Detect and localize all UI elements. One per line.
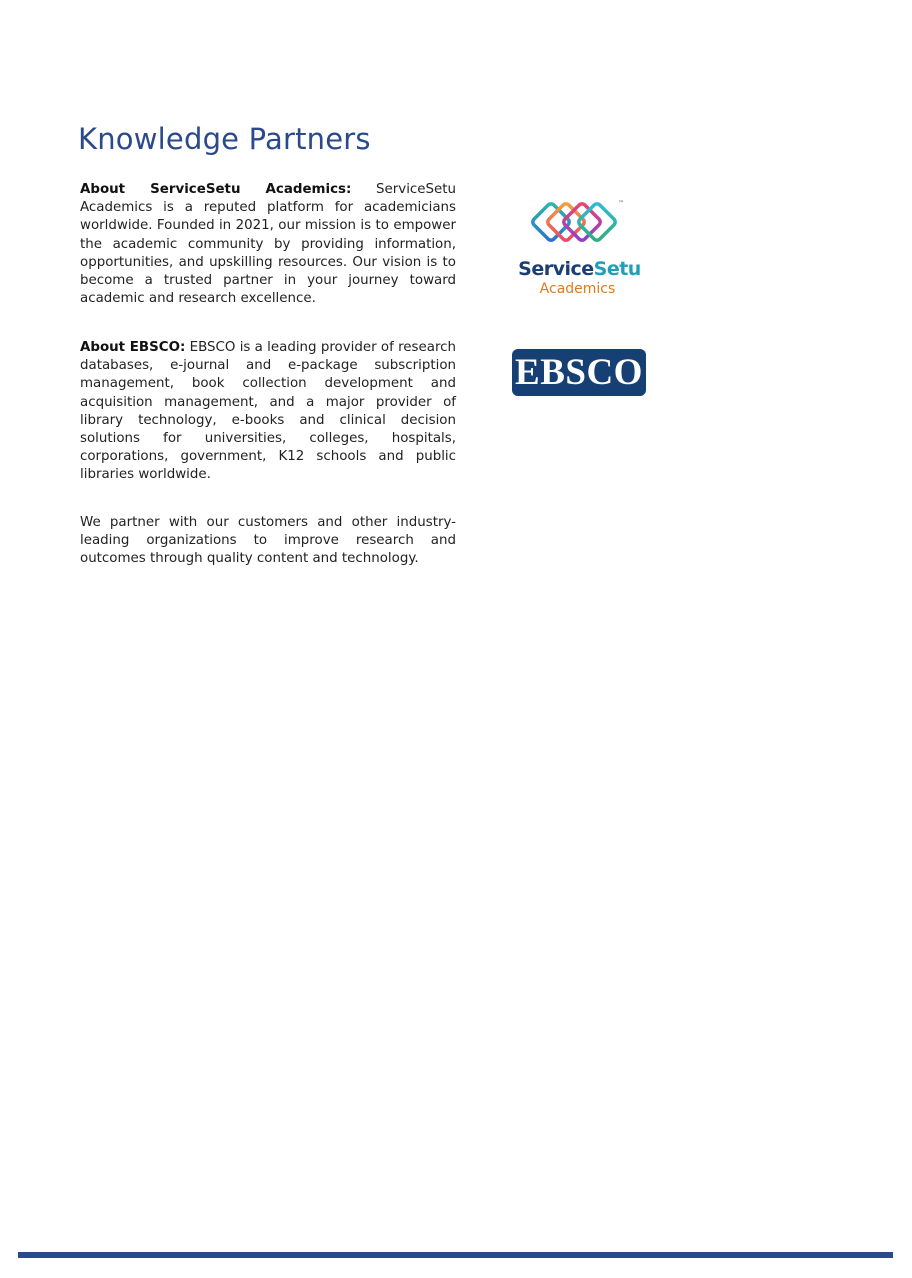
servicesetu-lead: About ServiceSetu Academics:: [80, 182, 352, 197]
servicesetu-description: [80, 181, 456, 308]
servicesetu-wordmark-part2: Setu: [593, 258, 641, 280]
ebsco-description: [80, 339, 456, 485]
closing-paragraph: We partner with our customers and other industry-leading organizations to improve research and outcomes through quality content and technology.: [80, 515, 456, 567]
ebsco-lead: About EBSCO:: [80, 340, 186, 355]
servicesetu-wordmark-part1: Service: [518, 258, 594, 280]
trademark-symbol: ™: [618, 200, 624, 207]
servicesetu-text: ServiceSetu Academics is a reputed platform for academicians worldwide. Founded in 2021, our mission is to empower the academic community by providing information, opportunities, and upskilling resources. Our vision is to become a trusted partner in your journey toward academic and research excellence.: [80, 182, 456, 307]
servicesetu-subtitle: Academics: [539, 281, 616, 297]
page-title: Knowledge Partners: [78, 122, 371, 156]
servicesetu-logo: [512, 198, 647, 302]
footer-bar: [18, 1252, 893, 1258]
servicesetu-wordmark: [512, 258, 647, 280]
servicesetu-interlocking-diamonds-icon: [528, 198, 632, 258]
ebsco-text: EBSCO is a leading provider of research databases, e-journal and e-package subscription management, book collection development and acquisition management, and a major provider of library technology, e-books and clinical decision solutions for universities, colleges, hospitals, corporations, government, K12 schools and public libraries worldwide.: [80, 340, 457, 483]
ebsco-logo: EBSCO: [512, 349, 646, 396]
